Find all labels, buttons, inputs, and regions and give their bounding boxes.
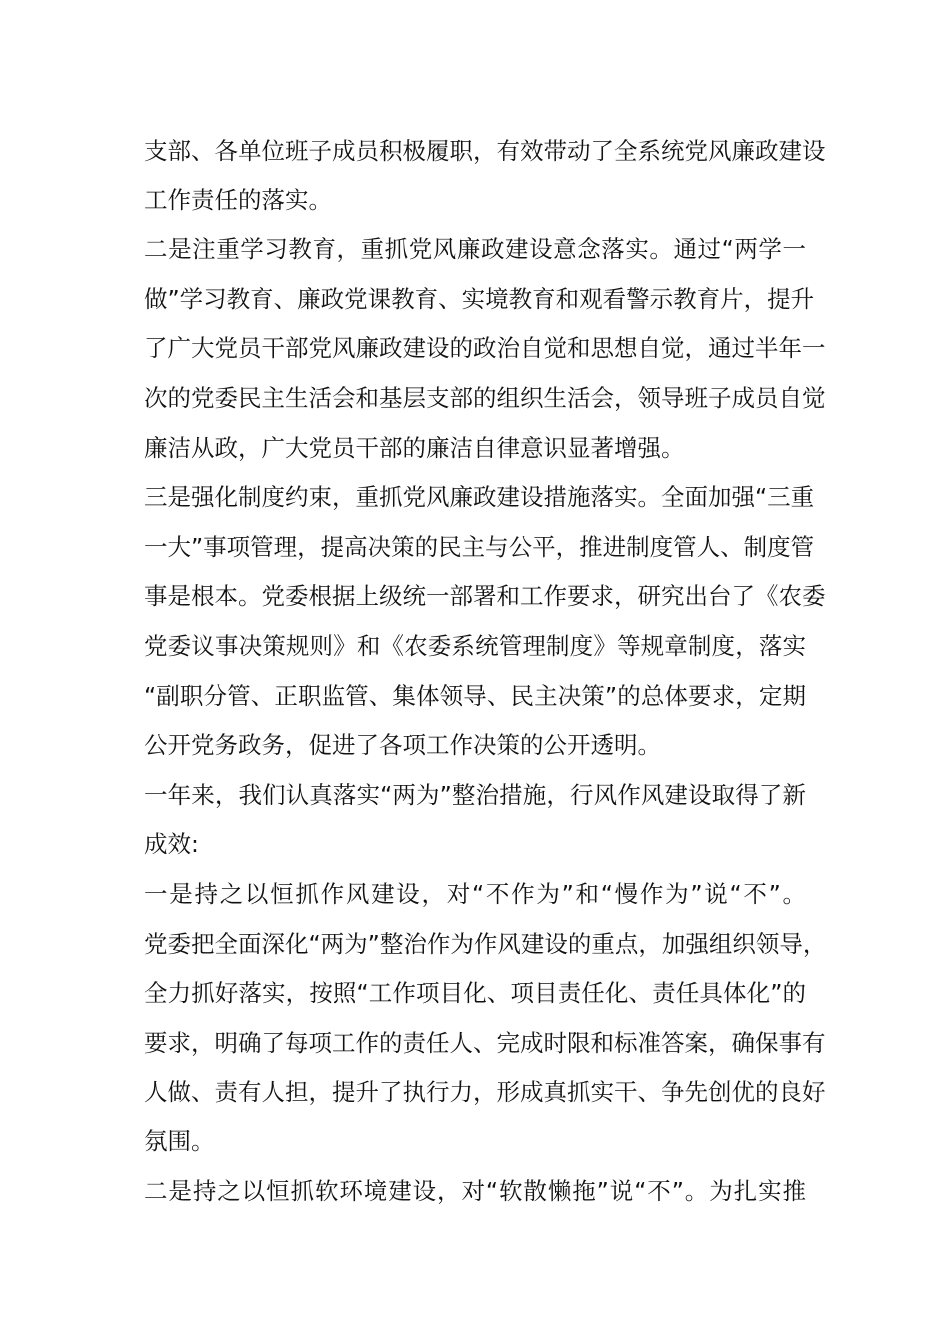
text-line: 公开党务政务，促进了各项工作决策的公开透明。 [144,731,661,759]
text-line: 事是根本。党委根据上级统一部署和工作要求，研究出台了《农委 [144,582,826,610]
text-line: 三是强化制度约束，重抓党风廉政建设措施落实。全面加强“三重 [144,483,815,511]
text-line: 廉洁从政，广大党员干部的廉洁自律意识显著增强。 [144,434,685,462]
text-line: 成效: [144,830,199,858]
text-line: 全力抓好落实，按照“工作项目化、项目责任化、责任具体化”的 [144,979,806,1007]
text-line: 一是持之以恒抓作风建设，对“不作为”和“慢作为”说“不”。 [144,880,806,908]
text-line: 做”学习教育、廉政党课教育、实境教育和观看警示教育片，提升 [144,285,815,313]
text-line: 要求，明确了每项工作的责任人、完成时限和标准答案，确保事有 [144,1029,826,1057]
text-line: 支部、各单位班子成员积极履职，有效带动了全系统党风廉政建设 [144,137,826,165]
text-line: 一大”事项管理，提高决策的民主与公平，推进制度管人、制度管 [144,533,815,561]
text-line: 二是持之以恒抓软环境建设，对“软散懒拖”说“不”。为扎实推 [144,1177,806,1205]
text-line: 次的党委民主生活会和基层支部的组织生活会，领导班子成员自觉 [144,384,826,412]
text-line: 二是注重学习教育，重抓党风廉政建设意念落实。通过“两学一 [144,235,806,263]
text-line: 人做、责有人担，提升了执行力，形成真抓实干、争先创优的良好 [144,1078,826,1106]
text-line: 一年来，我们认真落实“两为”整治措施，行风作风建设取得了新 [144,781,806,809]
text-line: 氛围。 [144,1127,215,1155]
text-line: 了广大党员干部党风廉政建设的政治自觉和思想自觉，通过半年一 [144,334,826,362]
text-line: 党委议事决策规则》和《农委系统管理制度》等规章制度，落实 [144,632,806,660]
text-line: 工作责任的落实。 [144,186,332,214]
text-line: 党委把全面深化“两为”整治作为作风建设的重点，加强组织领导， [144,930,827,958]
text-line: “副职分管、正职监管、集体领导、民主决策”的总体要求，定期 [144,682,806,710]
